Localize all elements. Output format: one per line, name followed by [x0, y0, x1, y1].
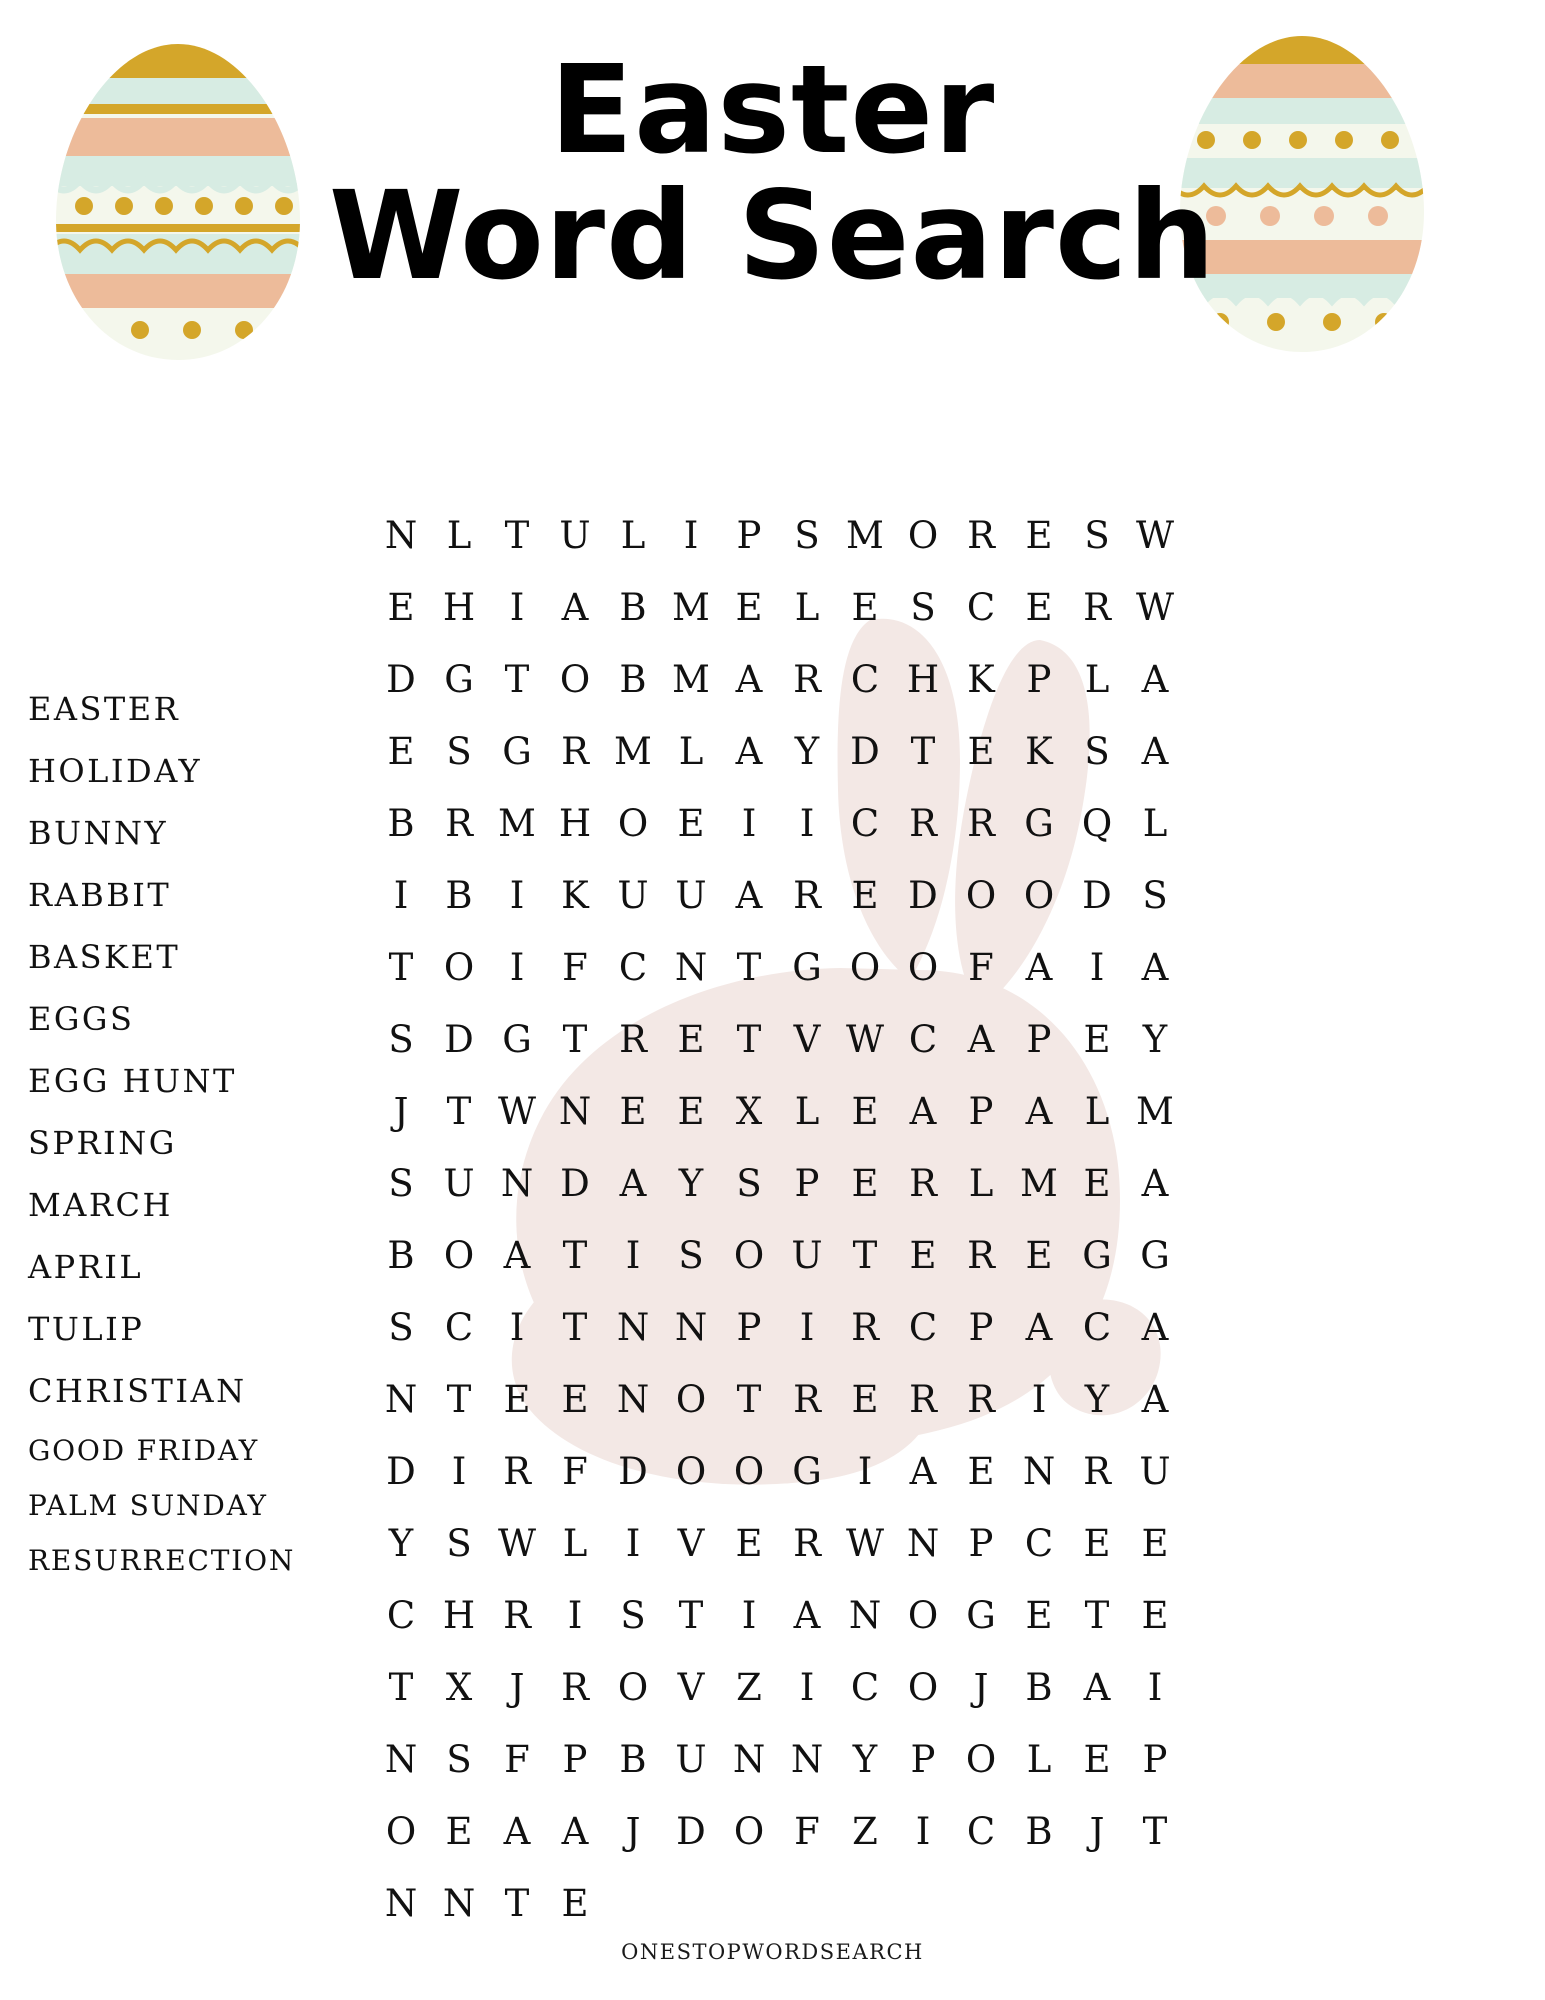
grid-cell: U [617, 874, 649, 917]
grid-cell: N [732, 1738, 766, 1781]
grid-cell: E [561, 1882, 589, 1925]
grid-cell: T [388, 1666, 414, 1709]
grid-cell: R [793, 1522, 821, 1565]
grid-cell: N [674, 946, 708, 989]
grid-cell: W [497, 1522, 537, 1565]
grid-cell: O [733, 1810, 765, 1853]
grid-cell: C [850, 802, 880, 845]
grid-cell: N [616, 1306, 650, 1349]
word-list-item: APRIL [28, 1248, 144, 1286]
grid-cell: E [387, 730, 415, 773]
grid-cell: T [910, 730, 936, 773]
grid-cell: S [388, 1018, 414, 1061]
grid-cell: E [1025, 1234, 1053, 1277]
grid-cell: E [677, 1090, 705, 1133]
grid-cell: T [446, 1378, 472, 1421]
grid-cell: U [559, 514, 591, 557]
grid-cell: N [384, 514, 418, 557]
grid-cell: C [1082, 1306, 1112, 1349]
grid-cell: N [790, 1738, 824, 1781]
grid-cell: M [614, 730, 652, 773]
grid-cell: I [741, 1594, 757, 1637]
grid-cell: I [799, 802, 815, 845]
word-list [28, 690, 358, 1599]
grid-cell: E [619, 1090, 647, 1133]
grid-cell: N [1022, 1450, 1056, 1493]
grid-cell: U [675, 874, 707, 917]
grid-cell: E [851, 874, 879, 917]
grid-cell: B [619, 1738, 647, 1781]
grid-cell: A [1025, 946, 1053, 989]
grid-cell: A [1141, 946, 1169, 989]
grid-cell: T [1084, 1594, 1110, 1637]
grid-cell: E [967, 730, 995, 773]
grid-cell: M [1136, 1090, 1174, 1133]
grid-cell: D [560, 1162, 590, 1205]
grid-cell: N [616, 1378, 650, 1421]
grid-cell: D [850, 730, 880, 773]
grid-cell: G [1140, 1234, 1170, 1277]
grid-cell: A [1025, 1090, 1053, 1133]
grid-cell: O [443, 1234, 475, 1277]
grid-cell: I [625, 1234, 641, 1277]
grid-cell: A [561, 586, 589, 629]
grid-cell: A [967, 1018, 995, 1061]
grid-cell: P [736, 1306, 762, 1349]
grid-cell: A [503, 1810, 531, 1853]
grid-cell: B [445, 874, 473, 917]
grid-cell: S [446, 1522, 472, 1565]
grid-cell: N [500, 1162, 534, 1205]
grid-cell: W [1135, 586, 1175, 629]
grid-cell: C [444, 1306, 474, 1349]
grid-cell: A [909, 1090, 937, 1133]
grid-cell: U [1139, 1450, 1171, 1493]
grid-cell: G [502, 1018, 532, 1061]
grid-cell: U [675, 1738, 707, 1781]
grid-cell: O [559, 658, 591, 701]
grid-cell: T [678, 1594, 704, 1637]
grid-cell: D [618, 1450, 648, 1493]
grid-cell: D [386, 658, 416, 701]
grid-cell: I [1089, 946, 1105, 989]
grid-cell: E [445, 1810, 473, 1853]
word-list-item: RABBIT [28, 876, 172, 914]
grid-cell: R [561, 1666, 589, 1709]
grid-cell: S [388, 1162, 414, 1205]
grid-cell: I [915, 1810, 931, 1853]
grid-cell: S [446, 730, 472, 773]
grid-cell: W [845, 1018, 885, 1061]
grid-cell: L [678, 730, 704, 773]
word-list-item: GOOD FRIDAY [28, 1434, 260, 1467]
grid-cell: D [676, 1810, 706, 1853]
grid-cell: T [562, 1234, 588, 1277]
grid-cell: R [967, 1234, 995, 1277]
grid-cell: E [1141, 1522, 1169, 1565]
grid-cell: E [967, 1450, 995, 1493]
grid-cell: O [733, 1450, 765, 1493]
grid-cell: R [619, 1018, 647, 1061]
word-list-item: MARCH [28, 1186, 173, 1224]
grid-cell: L [1084, 658, 1110, 701]
word-list-item: CHRISTIAN [28, 1372, 247, 1410]
grid-cell: N [906, 1522, 940, 1565]
grid-cell: G [444, 658, 474, 701]
grid-cell: E [677, 802, 705, 845]
grid-cell: O [907, 1666, 939, 1709]
grid-cell: N [848, 1594, 882, 1637]
grid-cell: C [386, 1594, 416, 1637]
grid-cell: O [965, 874, 997, 917]
grid-cell: N [674, 1306, 708, 1349]
grid-cell: S [620, 1594, 646, 1637]
grid-cell: O [617, 1666, 649, 1709]
grid-cell: C [966, 1810, 996, 1853]
grid-cell: U [443, 1162, 475, 1205]
grid-cell: A [793, 1594, 821, 1637]
grid-cell: O [617, 802, 649, 845]
grid-cell: H [906, 658, 940, 701]
grid-cell: M [1020, 1162, 1058, 1205]
grid-cell: Y [388, 1522, 414, 1565]
grid-cell: O [385, 1810, 417, 1853]
grid-cell: I [509, 1306, 525, 1349]
word-list-item: BUNNY [28, 814, 169, 852]
grid-cell: R [1083, 586, 1111, 629]
grid-cell: L [1026, 1738, 1052, 1781]
grid-cell: N [384, 1738, 418, 1781]
grid-cell: E [1083, 1018, 1111, 1061]
grid-cell: C [966, 586, 996, 629]
grid-cell: W [845, 1522, 885, 1565]
grid-cell: T [736, 1018, 762, 1061]
grid-cell: S [1142, 874, 1168, 917]
word-list-item: RESURRECTION [28, 1544, 296, 1577]
grid-cell: E [677, 1018, 705, 1061]
grid-cell: V [677, 1522, 705, 1565]
grid-cell: R [1083, 1450, 1111, 1493]
grid-cell: K [967, 658, 995, 701]
grid-cell: O [675, 1378, 707, 1421]
grid-cell: Y [852, 1738, 878, 1781]
page-title-line-1: Easter [549, 39, 996, 181]
grid-cell: E [1025, 514, 1053, 557]
grid-cell: J [973, 1666, 989, 1709]
grid-cell: E [503, 1378, 531, 1421]
grid-cell: A [561, 1810, 589, 1853]
grid-cell: O [1023, 874, 1055, 917]
grid-cell: J [509, 1666, 525, 1709]
grid-cell: P [968, 1522, 994, 1565]
grid-cell: E [851, 1378, 879, 1421]
grid-cell: H [558, 802, 592, 845]
grid-cell: O [907, 1594, 939, 1637]
grid-cell: I [451, 1450, 467, 1493]
grid-cell: X [445, 1666, 473, 1709]
grid-cell: L [562, 1522, 588, 1565]
grid-cell: F [968, 946, 994, 989]
grid-cell: P [1026, 1018, 1052, 1061]
grid-cell: U [791, 1234, 823, 1277]
grid-cell: Z [736, 1666, 762, 1709]
grid-cell: E [1025, 586, 1053, 629]
grid-cell: O [675, 1450, 707, 1493]
easter-egg-left [48, 38, 308, 372]
grid-cell: G [792, 946, 822, 989]
grid-cell: I [1031, 1378, 1047, 1421]
grid-cell: T [736, 1378, 762, 1421]
grid-cell: N [384, 1882, 418, 1925]
grid-cell: B [1025, 1810, 1053, 1853]
grid-cell: T [504, 658, 530, 701]
grid-cell: E [561, 1378, 589, 1421]
grid-cell: S [678, 1234, 704, 1277]
grid-cell: D [908, 874, 938, 917]
grid-cell: E [735, 1522, 763, 1565]
grid-cell: I [799, 1666, 815, 1709]
grid-cell: W [497, 1090, 537, 1133]
grid-cell: S [388, 1306, 414, 1349]
grid-cell: E [1025, 1594, 1053, 1637]
grid-cell: Z [852, 1810, 878, 1853]
grid-cell: I [799, 1306, 815, 1349]
grid-cell: B [1025, 1666, 1053, 1709]
grid-cell: R [909, 1378, 937, 1421]
grid-cell: T [388, 946, 414, 989]
grid-cell: I [509, 874, 525, 917]
grid-cell: R [503, 1594, 531, 1637]
grid-cell: A [909, 1450, 937, 1493]
grid-cell: Y [678, 1162, 704, 1205]
grid-cell: L [968, 1162, 994, 1205]
word-list-item: EGG HUNT [28, 1062, 237, 1100]
grid-cell: L [446, 514, 472, 557]
grid-cell: T [562, 1018, 588, 1061]
grid-cell: Y [1084, 1378, 1110, 1421]
grid-cell: I [393, 874, 409, 917]
grid-cell: B [619, 658, 647, 701]
grid-cell: E [1083, 1738, 1111, 1781]
grid-cell: A [503, 1234, 531, 1277]
grid-cell: S [910, 586, 936, 629]
grid-cell: R [793, 658, 821, 701]
grid-cell: I [741, 802, 757, 845]
grid-cell: A [1141, 1378, 1169, 1421]
grid-cell: E [1083, 1162, 1111, 1205]
grid-cell: P [736, 514, 762, 557]
grid-cell: I [1147, 1666, 1163, 1709]
grid-cell: R [561, 730, 589, 773]
grid-cell: N [442, 1882, 476, 1925]
grid-cell: L [1142, 802, 1168, 845]
grid-cell: S [1084, 514, 1110, 557]
grid-cell: A [735, 658, 763, 701]
grid-cell: E [1083, 1522, 1111, 1565]
grid-cell: E [387, 586, 415, 629]
grid-cell: C [908, 1018, 938, 1061]
grid-cell: M [498, 802, 536, 845]
grid-cell: T [852, 1234, 878, 1277]
grid-cell: L [794, 586, 820, 629]
grid-cell: A [1141, 1306, 1169, 1349]
grid-cell: G [1024, 802, 1054, 845]
grid-cell: T [736, 946, 762, 989]
grid-cell: R [967, 1378, 995, 1421]
grid-cell: L [794, 1090, 820, 1133]
grid-cell: O [965, 1738, 997, 1781]
grid-cell: P [968, 1306, 994, 1349]
grid-cell: A [1141, 1162, 1169, 1205]
grid-cell: N [558, 1090, 592, 1133]
grid-cell: P [1142, 1738, 1168, 1781]
grid-cell: R [793, 874, 821, 917]
grid-cell: J [393, 1090, 409, 1133]
grid-cell: P [794, 1162, 820, 1205]
grid-cell: H [442, 586, 476, 629]
grid-cell: Y [1142, 1018, 1168, 1061]
grid-cell: E [1141, 1594, 1169, 1637]
grid-cell: C [618, 946, 648, 989]
grid-cell: G [502, 730, 532, 773]
grid-cell: F [562, 1450, 588, 1493]
grid-cell: I [509, 946, 525, 989]
grid-cell: D [386, 1450, 416, 1493]
grid-cell: S [1084, 730, 1110, 773]
grid-cell: O [907, 514, 939, 557]
grid-cell: V [793, 1018, 821, 1061]
grid-cell: P [968, 1090, 994, 1133]
grid-cell: D [1082, 874, 1112, 917]
grid-cell: A [735, 874, 763, 917]
grid-cell: N [384, 1378, 418, 1421]
grid-cell: D [444, 1018, 474, 1061]
footer-brand: ONESTOPWORDSEARCH [621, 1940, 924, 1964]
grid-cell: T [446, 1090, 472, 1133]
grid-cell: J [1089, 1810, 1105, 1853]
grid-cell: R [967, 802, 995, 845]
grid-cell: R [503, 1450, 531, 1493]
grid-cell: B [387, 1234, 415, 1277]
footer [0, 1940, 1545, 1964]
grid-cell: J [625, 1810, 641, 1853]
grid-cell: F [794, 1810, 820, 1853]
grid-cell: S [446, 1738, 472, 1781]
word-list-item: EGGS [28, 1000, 135, 1038]
grid-cell: A [1025, 1306, 1053, 1349]
grid-cell: E [851, 586, 879, 629]
word-list-item: EASTER [28, 690, 181, 728]
grid-cell: S [736, 1162, 762, 1205]
grid-cell: R [851, 1306, 879, 1349]
grid-cell: R [793, 1378, 821, 1421]
word-list-item: TULIP [28, 1310, 145, 1348]
grid-cell: T [562, 1306, 588, 1349]
easter-egg-right [1172, 30, 1432, 364]
grid-cell: F [562, 946, 588, 989]
grid-cell: L [620, 514, 646, 557]
grid-cell: E [735, 586, 763, 629]
grid-cell: Y [794, 730, 820, 773]
word-search-grid [372, 500, 1184, 1940]
grid-cell: H [442, 1594, 476, 1637]
grid-cell: M [846, 514, 884, 557]
grid-cell: C [1024, 1522, 1054, 1565]
grid-cell: G [966, 1594, 996, 1637]
grid-cell: K [561, 874, 589, 917]
grid-cell: A [619, 1162, 647, 1205]
grid-cell: A [1141, 658, 1169, 701]
grid-cell: C [850, 658, 880, 701]
grid-cell: R [909, 802, 937, 845]
grid-cell: O [733, 1234, 765, 1277]
grid-cell: M [672, 658, 710, 701]
grid-cell: A [1083, 1666, 1111, 1709]
grid-cell: E [851, 1090, 879, 1133]
grid-cell: B [387, 802, 415, 845]
grid-cell: K [1025, 730, 1053, 773]
grid-cell: O [907, 946, 939, 989]
grid-cell: C [850, 1666, 880, 1709]
grid-cell: T [1142, 1810, 1168, 1853]
grid-cell: W [1135, 514, 1175, 557]
grid-cell: T [504, 514, 530, 557]
grid-cell: I [683, 514, 699, 557]
grid-cell: M [672, 586, 710, 629]
word-list-item: PALM SUNDAY [28, 1489, 268, 1522]
grid-cell: O [443, 946, 475, 989]
grid-cell: I [857, 1450, 873, 1493]
grid-cell: T [504, 1882, 530, 1925]
grid-cell: P [910, 1738, 936, 1781]
grid-cell: G [792, 1450, 822, 1493]
grid-cell: E [851, 1162, 879, 1205]
grid-cell: E [909, 1234, 937, 1277]
grid-cell: G [1082, 1234, 1112, 1277]
grid-cell: V [677, 1666, 705, 1709]
grid-cell: Q [1081, 802, 1113, 845]
grid-cell: S [794, 514, 820, 557]
word-list-item: SPRING [28, 1124, 177, 1162]
grid-cell: L [1084, 1090, 1110, 1133]
grid-cell: I [567, 1594, 583, 1637]
grid-cell: F [504, 1738, 530, 1781]
grid-cell: I [625, 1522, 641, 1565]
grid-cell: R [909, 1162, 937, 1205]
grid-cell: P [1026, 658, 1052, 701]
grid-cell: A [735, 730, 763, 773]
grid-cell: R [445, 802, 473, 845]
grid-cell: I [509, 586, 525, 629]
word-list-item: HOLIDAY [28, 752, 203, 790]
grid-cell: X [735, 1090, 763, 1133]
grid-cell: B [619, 586, 647, 629]
grid-cell: C [908, 1306, 938, 1349]
grid-cell: R [967, 514, 995, 557]
grid-cell: O [849, 946, 881, 989]
grid-cell: P [562, 1738, 588, 1781]
word-list-item: BASKET [28, 938, 181, 976]
page-title-line-2: Word Search [328, 165, 1217, 308]
grid-cell: A [1141, 730, 1169, 773]
